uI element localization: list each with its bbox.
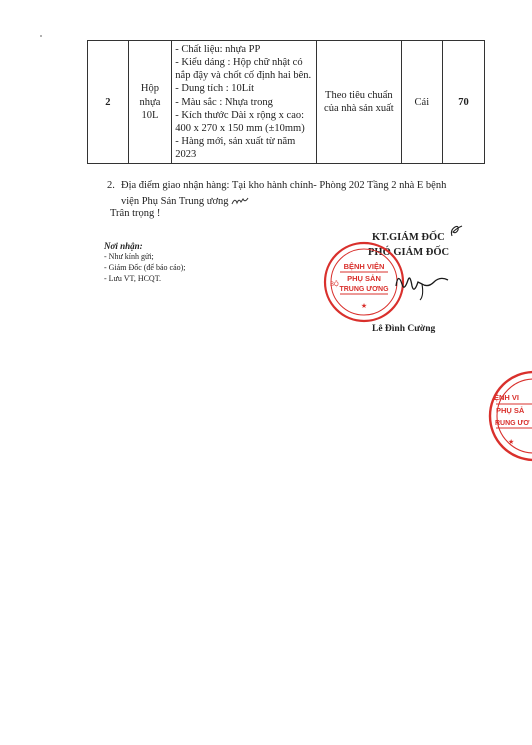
handwritten-signature-icon — [392, 266, 452, 302]
seal-prefix: BỘ — [330, 282, 339, 288]
spec-line: - Hàng mới, sản xuất từ năm 2023 — [175, 135, 296, 160]
svg-text:RUNG ƯƠ: RUNG ƯƠ — [495, 420, 530, 427]
svg-text:★: ★ — [360, 302, 368, 310]
svg-text:PHỤ SẢ: PHỤ SẢ — [496, 406, 525, 415]
initials-scribble — [231, 196, 249, 206]
delivery-line-2: viện Phụ Sản Trung ương — [121, 195, 229, 207]
seal-line-1: BỆNH VIỆN — [343, 262, 385, 271]
recipient-item: - Như kính gửi; — [104, 252, 154, 262]
seal-line-2: PHỤ SẢN — [347, 274, 381, 283]
recipient-item: - Lưu VT, HCQT. — [104, 273, 161, 283]
spec-line: - Dung tích : 10Lít — [175, 83, 255, 95]
table-row — [88, 41, 485, 164]
row-number-cell: 2 — [88, 41, 129, 164]
recipients-title: Nơi nhận: — [104, 241, 143, 251]
items-table — [87, 40, 485, 164]
unit-cell: Cái — [401, 41, 442, 164]
delivery-location — [107, 178, 487, 210]
spec-line: - Màu sắc : Nhựa trong — [175, 96, 273, 108]
quantity-cell: 70 — [443, 41, 485, 164]
signature-title: KT.GIÁM ĐỐC — [372, 232, 445, 243]
svg-text:★: ★ — [508, 438, 515, 446]
item-name-cell: Hộp nhựa 10L — [128, 41, 172, 164]
svg-text:ỆNH VI: ỆNH VI — [494, 393, 520, 402]
delivery-line-1: Địa điểm giao nhận hàng: Tại kho hành chính- Phòng 202 Tầng 2 nhà E bệnh — [121, 180, 447, 191]
partial-seal-icon — [486, 368, 532, 464]
spec-line: - Chất liệu: nhựa PP — [175, 44, 261, 55]
recipients-block — [104, 240, 186, 285]
spec-line: - Kiểu dáng : Hộp chữ nhật có nắp đậy và chốt cố định hai bên. — [175, 57, 312, 82]
signer-name: Lê Đình Cường — [372, 324, 436, 334]
item-spec-cell — [172, 41, 317, 164]
standard-cell: Theo tiêu chuẩn của nhà sản xuất — [317, 41, 402, 164]
initial-mark-icon — [449, 224, 465, 238]
delivery-number: 2. — [107, 180, 115, 191]
recipient-item: - Giám Đốc (để báo cáo); — [104, 262, 186, 272]
spec-line: - Kích thước Dài x rộng x cao: 400 x 270 x 150 mm (±10mm) — [175, 109, 305, 134]
scan-speck — [40, 35, 42, 37]
closing-text: Trân trọng ! — [110, 208, 161, 219]
seal-line-3: TRUNG ƯƠNG — [339, 286, 389, 293]
signature-position: PHÓ GIÁM ĐỐC — [368, 247, 450, 258]
